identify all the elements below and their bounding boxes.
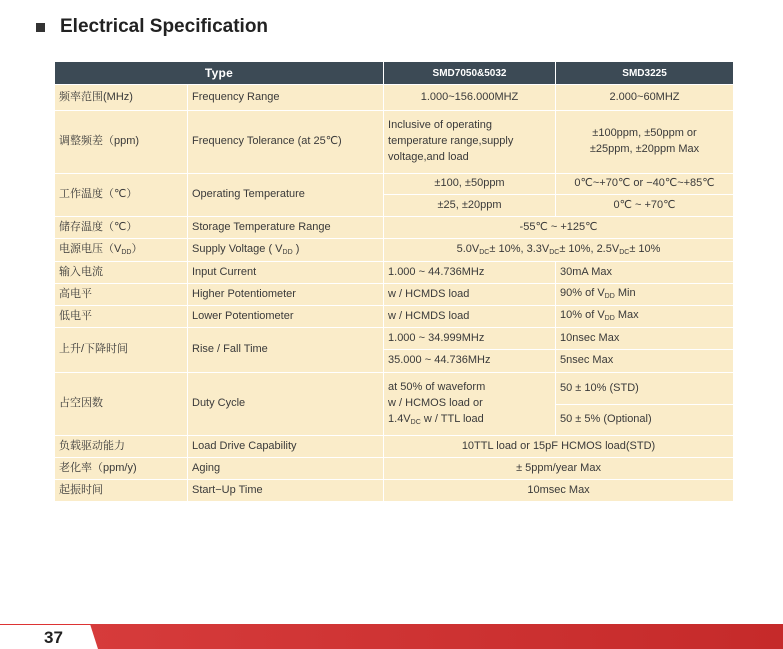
cell-line xyxy=(388,412,551,428)
cell-value: 10TTL load or 15pF HCMOS load(STD) xyxy=(384,436,734,458)
row-label-zh: 低电平 xyxy=(55,306,188,328)
row-label-en: Aging xyxy=(188,458,384,480)
cell-value: ±100, ±50ppm xyxy=(384,174,556,195)
cell-value: 5nsec Max xyxy=(556,350,734,373)
label-text: ） xyxy=(131,242,143,255)
label-text: Supply Voltage ( V xyxy=(192,242,283,255)
cell-value: w / HCMDS load xyxy=(384,306,556,328)
row-label-zh: 输入电流 xyxy=(55,262,188,284)
label-sub: DD xyxy=(282,248,293,256)
value-sub: DD xyxy=(604,315,615,323)
table-row xyxy=(55,239,734,262)
row-label-en: Duty Cycle xyxy=(188,373,384,436)
footer-band xyxy=(0,624,783,649)
table-row xyxy=(55,217,734,239)
row-label-zh: 调整频差（ppm) xyxy=(55,111,188,174)
cell-value: 2.000~60MHZ xyxy=(556,85,734,111)
row-label-en: Operating Temperature xyxy=(188,174,384,217)
row-label-zh: 负载驱动能力 xyxy=(55,436,188,458)
footer-red-bar xyxy=(90,624,783,649)
cell-value: 0℃~+70℃ or −40℃~+85℃ xyxy=(556,174,734,195)
cell-value: 10msec Max xyxy=(384,480,734,502)
cell-value: 50 ± 10% (STD) xyxy=(556,373,734,405)
header-smd7050: SMD7050&5032 xyxy=(384,62,556,85)
row-label-zh: 频率范围(MHz) xyxy=(55,85,188,111)
value-text: 5.0V xyxy=(456,242,480,255)
cell-value xyxy=(384,373,556,436)
table-row xyxy=(55,480,734,502)
value-sub: DD xyxy=(604,293,615,301)
cell-line: at 50% of waveform xyxy=(388,380,486,393)
row-label-zh: 高电平 xyxy=(55,284,188,306)
row-label-zh: 起振时间 xyxy=(55,480,188,502)
value-text: ± 10% xyxy=(629,242,661,255)
row-label-en: Frequency Range xyxy=(188,85,384,111)
value-text: ± 10%, 2.5V xyxy=(559,242,620,255)
value-sub: DC xyxy=(410,418,421,426)
label-text: 电源电压（V xyxy=(59,242,122,255)
row-label-en: Rise / Fall Time xyxy=(188,328,384,373)
cell-line: voltage,and load xyxy=(388,150,469,163)
row-label-zh xyxy=(55,239,188,262)
spec-table xyxy=(54,61,734,502)
value-sub: DC xyxy=(549,248,560,256)
page-number: 37 xyxy=(44,628,63,647)
page-title: Electrical Specification xyxy=(60,16,269,37)
cell-value xyxy=(384,111,556,174)
row-label-en: Start−Up Time xyxy=(188,480,384,502)
table-row xyxy=(55,373,734,405)
value-text: 90% of V xyxy=(560,287,605,300)
table-row xyxy=(55,328,734,350)
table-row xyxy=(55,262,734,284)
table-row xyxy=(55,111,734,174)
value-text: 10% of V xyxy=(560,309,605,322)
row-label-zh: 工作温度（℃） xyxy=(55,174,188,217)
value-text: 1.4V xyxy=(388,412,411,425)
cell-value xyxy=(556,111,734,174)
bullet-square-icon xyxy=(36,23,45,32)
value-text: Max xyxy=(614,309,639,322)
row-label-en: Frequency Tolerance (at 25℃) xyxy=(188,111,384,174)
label-sub: DD xyxy=(121,248,132,256)
row-label-zh: 老化率（ppm/y) xyxy=(55,458,188,480)
cell-value: ±25, ±20ppm xyxy=(384,195,556,217)
row-label-en: Higher Potentiometer xyxy=(188,284,384,306)
row-label-en: Storage Temperature Range xyxy=(188,217,384,239)
cell-value: ± 5ppm/year Max xyxy=(384,458,734,480)
table-row xyxy=(55,458,734,480)
row-label-zh: 储存温度（℃） xyxy=(55,217,188,239)
cell-value: w / HCMDS load xyxy=(384,284,556,306)
cell-value: 1.000 ~ 34.999MHz xyxy=(384,328,556,350)
table-row xyxy=(55,174,734,195)
header-smd3225: SMD3225 xyxy=(556,62,734,85)
cell-line: ±100ppm, ±50ppm or xyxy=(592,127,697,140)
cell-value xyxy=(384,239,734,262)
row-label-en xyxy=(188,239,384,262)
value-text: w / TTL load xyxy=(420,412,484,425)
value-text: ± 10%, 3.3V xyxy=(489,242,550,255)
cell-line: w / HCMOS load or xyxy=(388,396,483,409)
row-label-zh: 上升/下降时间 xyxy=(55,328,188,373)
value-sub: DC xyxy=(479,248,490,256)
cell-value: 1.000 ~ 44.736MHz xyxy=(384,262,556,284)
table-row xyxy=(55,436,734,458)
cell-value: 10nsec Max xyxy=(556,328,734,350)
value-text: Min xyxy=(614,287,636,300)
cell-line: Inclusive of operating xyxy=(388,119,492,132)
row-label-zh: 占空因数 xyxy=(55,373,188,436)
cell-value: 1.000~156.000MHZ xyxy=(384,85,556,111)
row-label-en: Load Drive Capability xyxy=(188,436,384,458)
table-header-row xyxy=(55,62,734,85)
table-row xyxy=(55,85,734,111)
cell-value: 35.000 ~ 44.736MHz xyxy=(384,350,556,373)
cell-value xyxy=(556,306,734,328)
row-label-en: Lower Potentiometer xyxy=(188,306,384,328)
cell-value: 30mA Max xyxy=(556,262,734,284)
table-row xyxy=(55,306,734,328)
cell-line: temperature range,supply xyxy=(388,135,514,148)
label-text: ) xyxy=(292,242,300,255)
value-sub: DC xyxy=(619,248,630,256)
cell-value: 50 ± 5% (Optional) xyxy=(556,405,734,436)
cell-value: -55℃ ~ +125℃ xyxy=(384,217,734,239)
table-row xyxy=(55,284,734,306)
section-header xyxy=(36,16,268,38)
cell-value: 0℃ ~ +70℃ xyxy=(556,195,734,217)
cell-value xyxy=(556,284,734,306)
row-label-en: Input Current xyxy=(188,262,384,284)
header-type: Type xyxy=(55,62,384,85)
cell-line: ±25ppm, ±20ppm Max xyxy=(589,143,700,155)
